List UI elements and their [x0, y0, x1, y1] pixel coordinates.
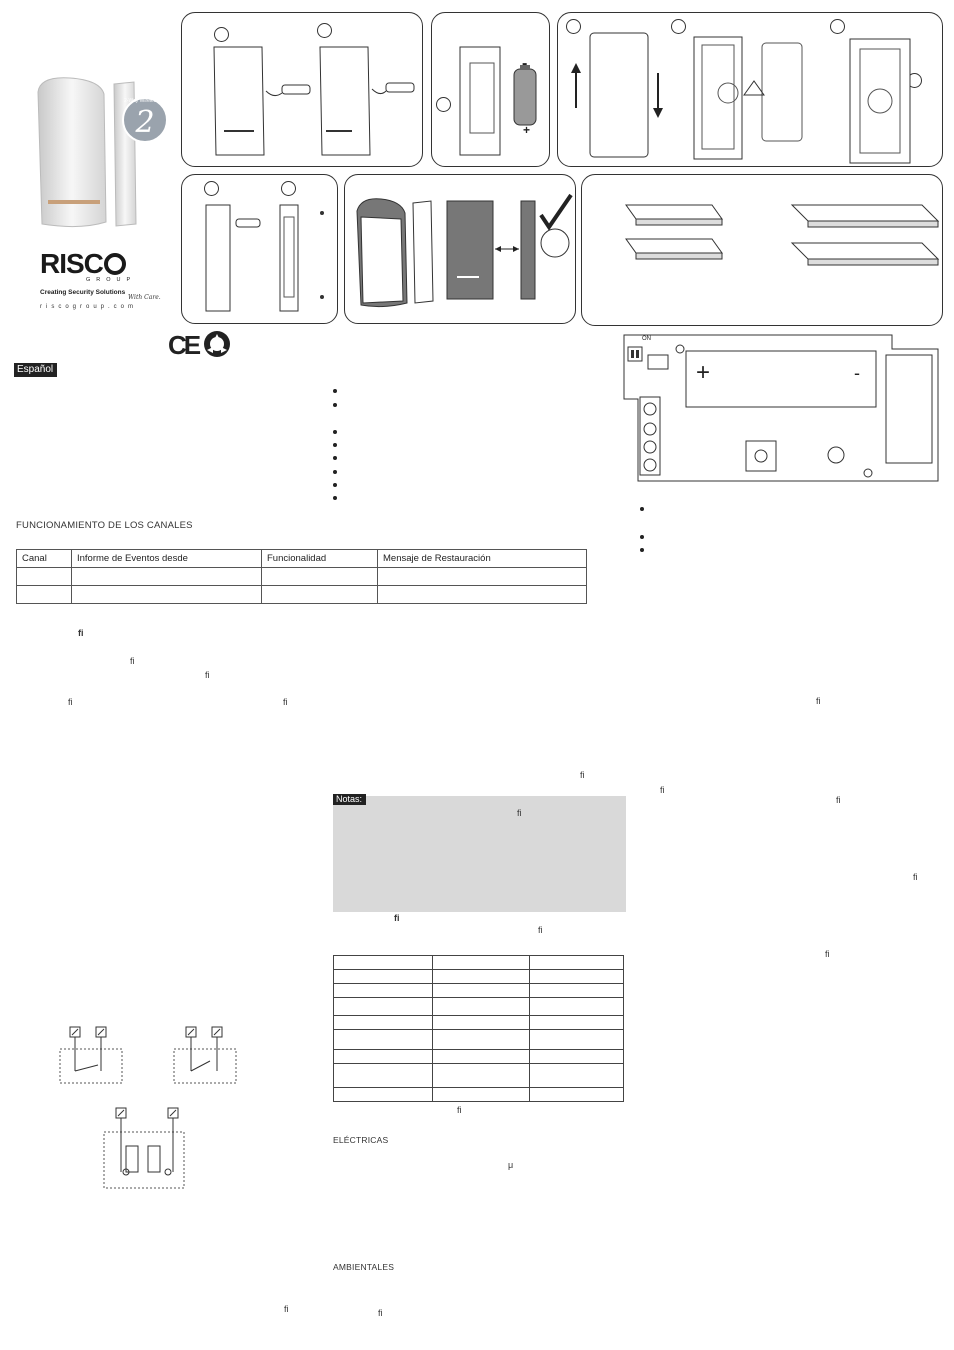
brand-tagline: Creating Security Solutions — [40, 289, 126, 296]
panel-battery — [431, 12, 550, 167]
table-row — [17, 568, 587, 586]
fi-ligature: fi — [660, 785, 665, 795]
table-row — [334, 970, 624, 984]
fi-ligature: fi — [283, 697, 288, 707]
brand-group: GROUP — [86, 277, 137, 283]
col-header: Mensaje de Restauración — [378, 550, 587, 568]
board-plus: + — [696, 359, 711, 386]
fi-ligature: fi — [284, 1304, 289, 1314]
fi-ligature: fi — [825, 949, 830, 959]
spec-table — [333, 955, 624, 1102]
step-marker — [281, 181, 296, 196]
battery-minus: - — [522, 55, 528, 72]
brand-url: riscogroup.com — [40, 304, 138, 310]
panel-transmitter-open — [181, 174, 338, 324]
step-marker — [436, 97, 451, 112]
col-header: Funcionalidad — [262, 550, 378, 568]
table-header-row — [17, 550, 587, 568]
brand-logo: RISC — [40, 248, 126, 280]
dip-switch-label: ON — [642, 336, 651, 342]
fi-ligature: fi — [378, 1308, 383, 1318]
panel-alignment — [344, 174, 576, 324]
wiring-diagram-eol — [102, 1106, 188, 1190]
fi-ligature: fi — [517, 808, 522, 818]
fi-ligature: fi — [816, 696, 821, 706]
fi-ligature: fi — [913, 872, 918, 882]
wiring-diagram-no — [172, 1025, 242, 1085]
fi-ligature: fi — [205, 670, 210, 680]
electrical-title: ELÉCTRICAS — [333, 1135, 389, 1145]
svg-text:2: 2 — [135, 105, 155, 140]
bullet — [333, 483, 337, 487]
fi-ligature: fi — [78, 628, 84, 638]
logo-swirl-icon — [104, 253, 126, 275]
table-row — [334, 1088, 624, 1102]
bullet — [640, 535, 644, 539]
table-row — [334, 1064, 624, 1088]
bullet — [333, 496, 337, 500]
fi-ligature: fi — [394, 913, 400, 923]
table-row — [17, 586, 587, 604]
wiring-diagram-nc — [58, 1025, 128, 1085]
recycle-icon — [203, 330, 231, 358]
col-header: Canal — [17, 550, 72, 568]
bullet — [333, 470, 337, 474]
fi-ligature: fi — [538, 925, 543, 935]
fi-ligature: fi — [580, 770, 585, 780]
notes-box — [333, 796, 626, 912]
table-row — [334, 1050, 624, 1064]
bullet — [333, 456, 337, 460]
badge-text: 2-Way Wireless — [124, 98, 159, 104]
table-row — [334, 1030, 624, 1050]
language-tab[interactable]: Español — [14, 363, 57, 377]
step-marker — [214, 27, 229, 42]
pcb-board-diagram — [622, 333, 940, 483]
micro-symbol: μ — [508, 1160, 514, 1170]
fi-ligature: fi — [457, 1105, 462, 1115]
fi-ligature: fi — [68, 697, 73, 707]
panel-open-cover — [181, 12, 423, 167]
table-row — [334, 956, 624, 970]
bullet — [333, 430, 337, 434]
board-minus: - — [854, 363, 860, 383]
bullet — [333, 443, 337, 447]
bullet — [333, 389, 337, 393]
channels-title: FUNCIONAMIENTO DE LOS CANALES — [16, 520, 193, 531]
table-row — [334, 998, 624, 1016]
ce-mark-icon: CE — [168, 330, 199, 360]
environmental-title: AMBIENTALES — [333, 1262, 395, 1272]
bullet — [333, 403, 337, 407]
brand-with-care: With Care. — [128, 294, 161, 301]
step-marker — [317, 23, 332, 38]
channel-table — [16, 549, 587, 604]
col-header: Informe de Eventos desde — [72, 550, 262, 568]
step-marker — [204, 181, 219, 196]
panel-spacers — [581, 174, 943, 326]
battery-plus: + — [523, 123, 531, 137]
fi-ligature: fi — [836, 795, 841, 805]
panel-mounting — [557, 12, 943, 167]
table-row — [334, 984, 624, 998]
notes-label: Notas: — [333, 794, 366, 805]
product-image — [30, 72, 170, 232]
table-row — [334, 1016, 624, 1030]
fi-ligature: fi — [130, 656, 135, 666]
bullet — [640, 507, 644, 511]
bullet — [640, 548, 644, 552]
